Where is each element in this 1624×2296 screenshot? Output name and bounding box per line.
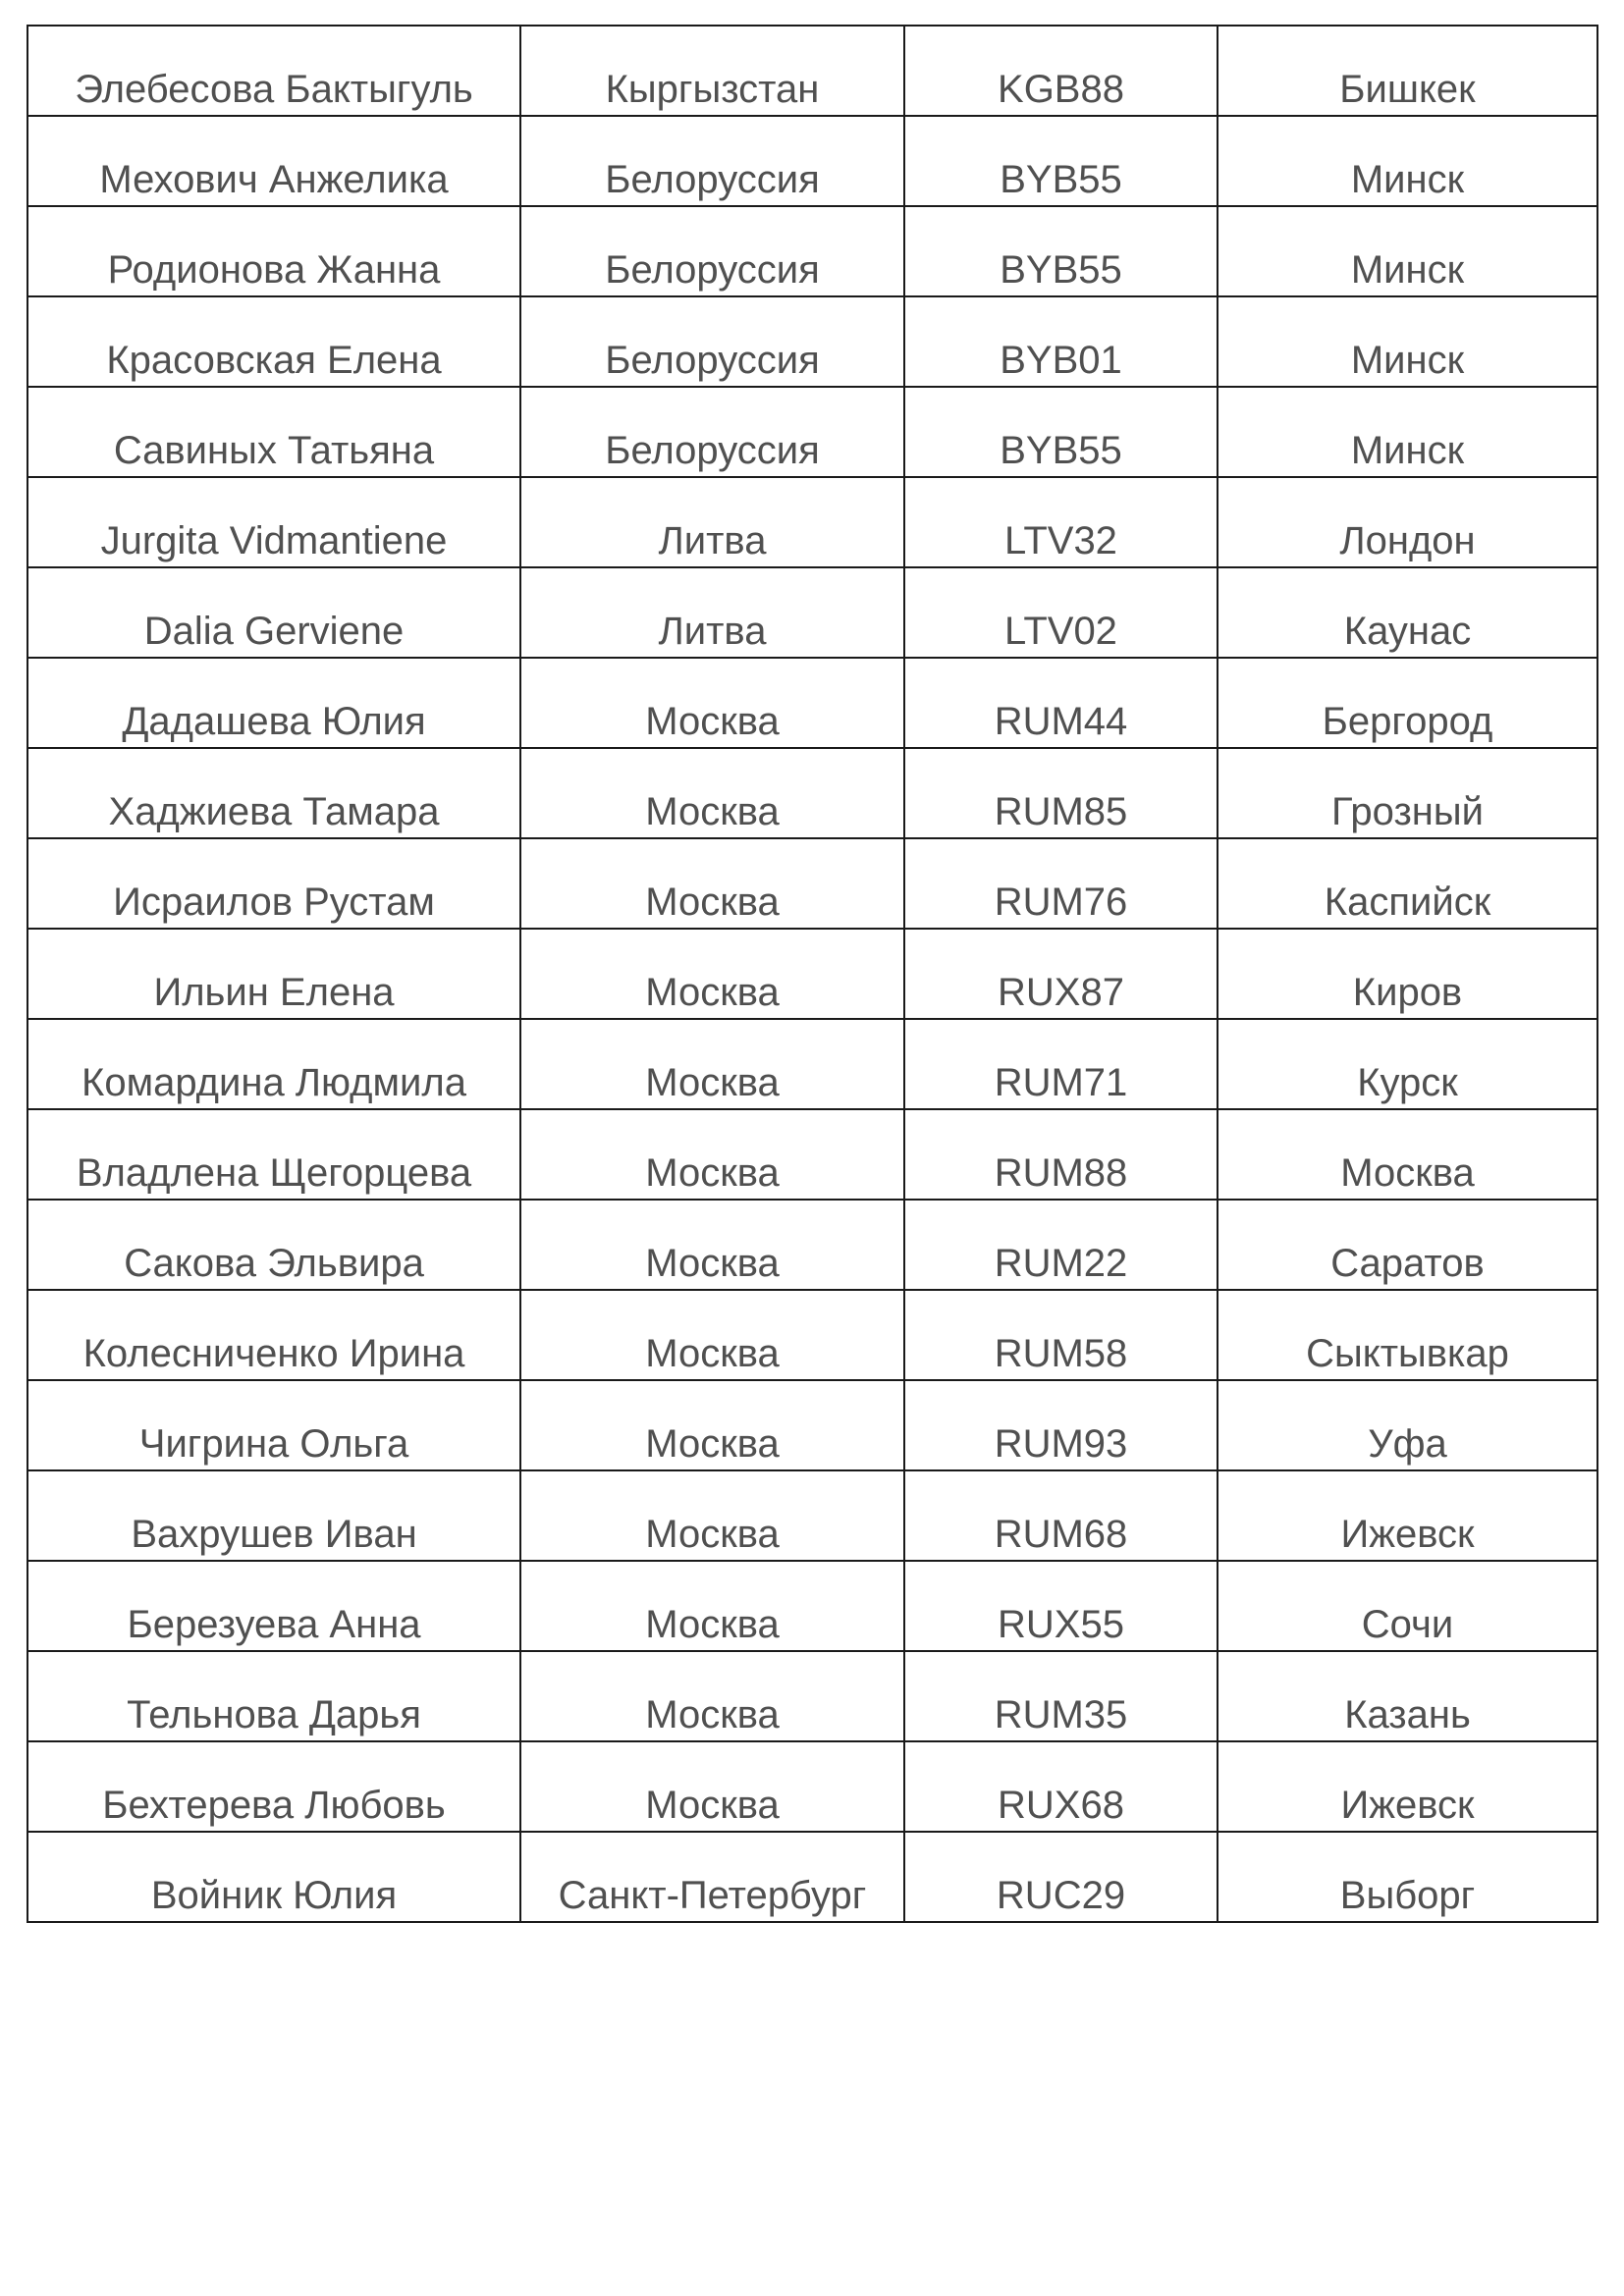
code-cell: RUM76: [904, 838, 1218, 929]
code-cell: RUX68: [904, 1741, 1218, 1832]
city-cell: Курск: [1218, 1019, 1597, 1109]
name-cell: Мехович Анжелика: [27, 116, 520, 206]
code-cell: RUM35: [904, 1651, 1218, 1741]
country-cell: Белоруссия: [520, 296, 904, 387]
name-cell: Хаджиева Тамара: [27, 748, 520, 838]
code-cell: LTV02: [904, 567, 1218, 658]
participants-table: [27, 25, 1598, 1923]
name-cell: Войник Юлия: [27, 1832, 520, 1922]
table-row: [27, 567, 1597, 658]
country-cell: Москва: [520, 748, 904, 838]
country-cell: Москва: [520, 929, 904, 1019]
name-cell: Ильин Елена: [27, 929, 520, 1019]
table-row: [27, 838, 1597, 929]
table-row: [27, 387, 1597, 477]
name-cell: Комардина Людмила: [27, 1019, 520, 1109]
name-cell: Тельнова Дарья: [27, 1651, 520, 1741]
city-cell: Казань: [1218, 1651, 1597, 1741]
table-row: [27, 296, 1597, 387]
name-cell: Сакова Эльвира: [27, 1200, 520, 1290]
code-cell: RUM44: [904, 658, 1218, 748]
table-row: [27, 1832, 1597, 1922]
name-cell: Исраилов Рустам: [27, 838, 520, 929]
country-cell: Белоруссия: [520, 387, 904, 477]
table-row: [27, 1380, 1597, 1470]
table-row: [27, 1109, 1597, 1200]
table-row: [27, 1019, 1597, 1109]
table-row: [27, 477, 1597, 567]
name-cell: Бехтерева Любовь: [27, 1741, 520, 1832]
code-cell: RUX87: [904, 929, 1218, 1019]
city-cell: Грозный: [1218, 748, 1597, 838]
code-cell: BYB55: [904, 116, 1218, 206]
table-body: [27, 26, 1597, 1922]
city-cell: Ижевск: [1218, 1470, 1597, 1561]
country-cell: Москва: [520, 1019, 904, 1109]
code-cell: KGB88: [904, 26, 1218, 116]
country-cell: Литва: [520, 477, 904, 567]
code-cell: RUC29: [904, 1832, 1218, 1922]
code-cell: BYB55: [904, 206, 1218, 296]
name-cell: Савиных Татьяна: [27, 387, 520, 477]
country-cell: Москва: [520, 1561, 904, 1651]
table-row: [27, 26, 1597, 116]
table-row: [27, 1200, 1597, 1290]
table-row: [27, 1470, 1597, 1561]
code-cell: RUM71: [904, 1019, 1218, 1109]
city-cell: Минск: [1218, 116, 1597, 206]
name-cell: Вахрушев Иван: [27, 1470, 520, 1561]
code-cell: RUM22: [904, 1200, 1218, 1290]
table-row: [27, 1290, 1597, 1380]
country-cell: Белоруссия: [520, 116, 904, 206]
name-cell: Колесниченко Ирина: [27, 1290, 520, 1380]
city-cell: Выборг: [1218, 1832, 1597, 1922]
code-cell: RUX55: [904, 1561, 1218, 1651]
country-cell: Санкт-Петербург: [520, 1832, 904, 1922]
name-cell: Владлена Щегорцева: [27, 1109, 520, 1200]
table-row: [27, 748, 1597, 838]
name-cell: Jurgita Vidmantiene: [27, 477, 520, 567]
name-cell: Дадашева Юлия: [27, 658, 520, 748]
city-cell: Саратов: [1218, 1200, 1597, 1290]
city-cell: Минск: [1218, 206, 1597, 296]
city-cell: Бишкек: [1218, 26, 1597, 116]
city-cell: Уфа: [1218, 1380, 1597, 1470]
city-cell: Каунас: [1218, 567, 1597, 658]
country-cell: Москва: [520, 1290, 904, 1380]
name-cell: Родионова Жанна: [27, 206, 520, 296]
table-row: [27, 116, 1597, 206]
name-cell: Березуева Анна: [27, 1561, 520, 1651]
city-cell: Лондон: [1218, 477, 1597, 567]
table-row: [27, 929, 1597, 1019]
city-cell: Минск: [1218, 296, 1597, 387]
table-row: [27, 658, 1597, 748]
city-cell: Москва: [1218, 1109, 1597, 1200]
name-cell: Элебесова Бактыгуль: [27, 26, 520, 116]
code-cell: LTV32: [904, 477, 1218, 567]
city-cell: Каспийск: [1218, 838, 1597, 929]
table-row: [27, 1561, 1597, 1651]
country-cell: Москва: [520, 1200, 904, 1290]
city-cell: Ижевск: [1218, 1741, 1597, 1832]
country-cell: Москва: [520, 1109, 904, 1200]
code-cell: BYB01: [904, 296, 1218, 387]
code-cell: RUM58: [904, 1290, 1218, 1380]
city-cell: Минск: [1218, 387, 1597, 477]
code-cell: RUM88: [904, 1109, 1218, 1200]
name-cell: Чигрина Ольга: [27, 1380, 520, 1470]
name-cell: Dalia Gerviene: [27, 567, 520, 658]
code-cell: RUM85: [904, 748, 1218, 838]
country-cell: Литва: [520, 567, 904, 658]
code-cell: BYB55: [904, 387, 1218, 477]
city-cell: Сыктывкар: [1218, 1290, 1597, 1380]
table-row: [27, 1741, 1597, 1832]
code-cell: RUM93: [904, 1380, 1218, 1470]
table-row: [27, 206, 1597, 296]
city-cell: Бергород: [1218, 658, 1597, 748]
code-cell: RUM68: [904, 1470, 1218, 1561]
country-cell: Москва: [520, 1651, 904, 1741]
name-cell: Красовская Елена: [27, 296, 520, 387]
country-cell: Москва: [520, 658, 904, 748]
table-row: [27, 1651, 1597, 1741]
country-cell: Москва: [520, 1470, 904, 1561]
country-cell: Москва: [520, 1380, 904, 1470]
country-cell: Белоруссия: [520, 206, 904, 296]
country-cell: Москва: [520, 838, 904, 929]
country-cell: Кыргызстан: [520, 26, 904, 116]
city-cell: Сочи: [1218, 1561, 1597, 1651]
country-cell: Москва: [520, 1741, 904, 1832]
city-cell: Киров: [1218, 929, 1597, 1019]
